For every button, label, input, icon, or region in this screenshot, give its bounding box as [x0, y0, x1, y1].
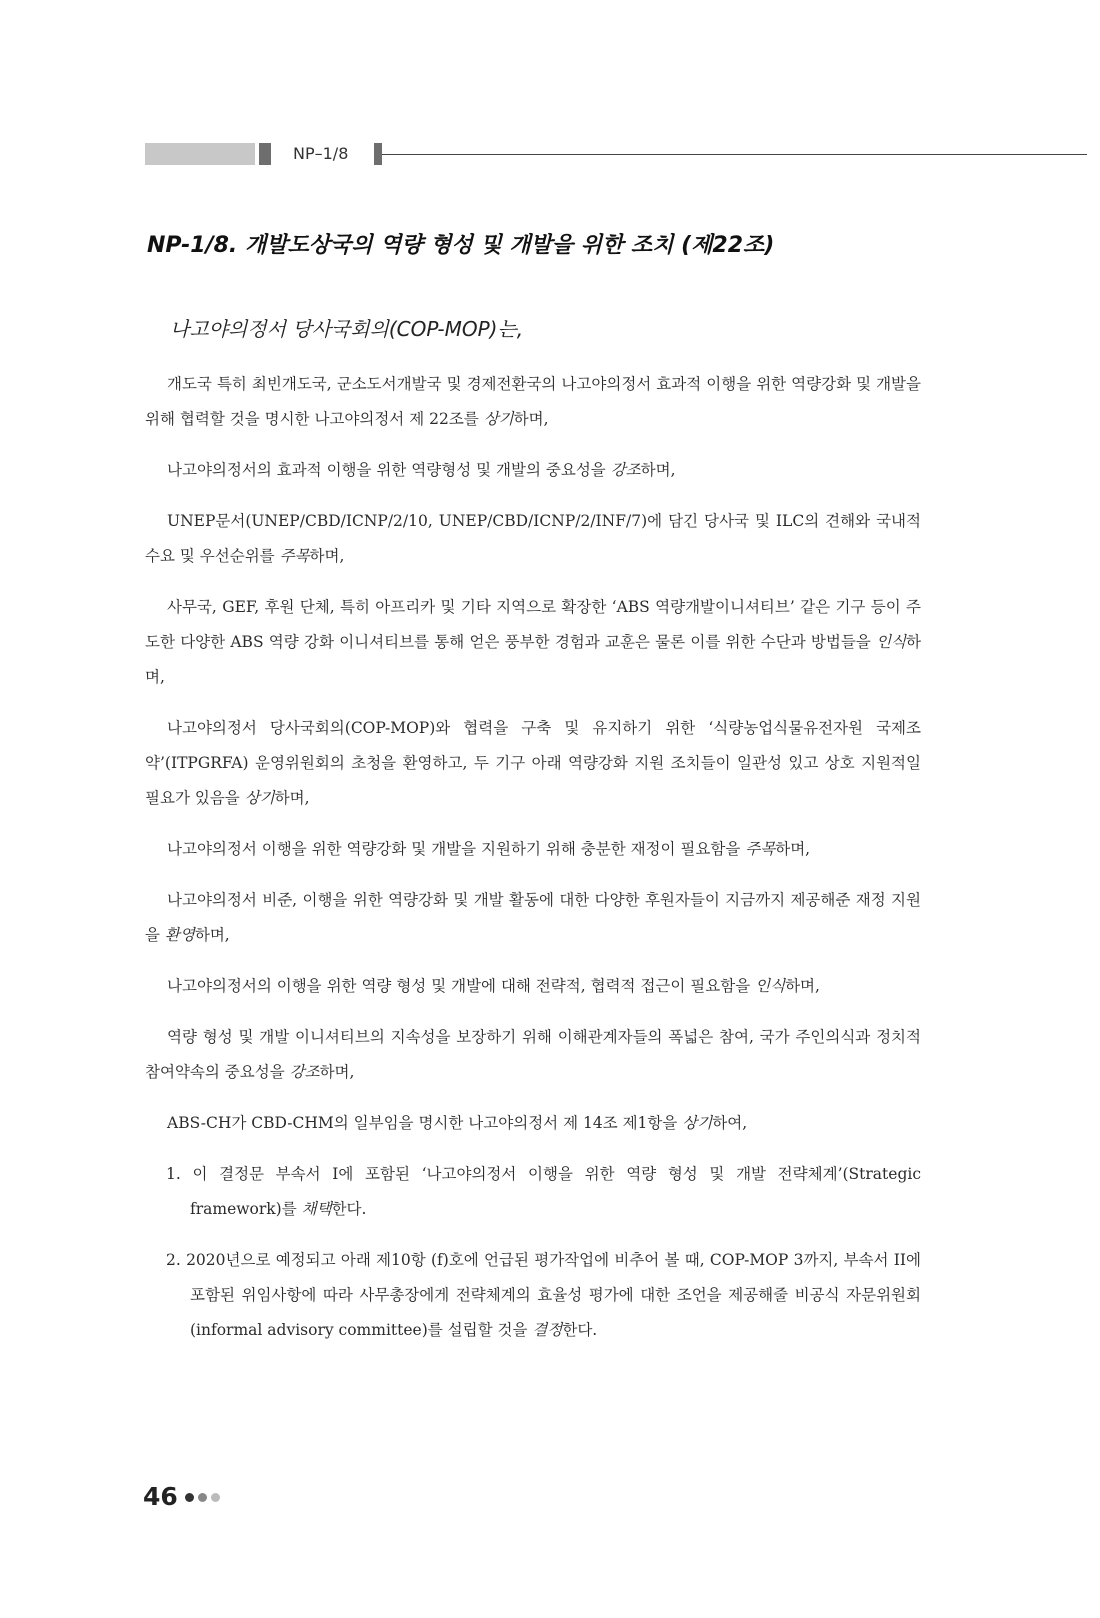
preamble-paragraph: 역량 형성 및 개발 이니셔티브의 지속성을 보장하기 위해 이해관계자들의 폭넓은 참여, 국가 주인의식과 정치적 참여약속의 중요성을 강조하며,: [145, 1028, 921, 1081]
operative-list: [145, 1157, 921, 1348]
page-number: 46: [143, 1482, 178, 1511]
preamble-paragraph: UNEP문서(UNEP/CBD/ICNP/2/10, UNEP/CBD/ICNP/2/INF/7)에 담긴 당사국 및 ILC의 견해와 국내적 수요 및 우선순위를 주목하며,: [145, 512, 921, 565]
preamble-paragraph: 나고야의정서의 이행을 위한 역량 형성 및 개발에 대해 전략적, 협력적 접근이 필요함을 인식하며,: [167, 977, 820, 995]
preamble-paragraph: 개도국 특히 최빈개도국, 군소도서개발국 및 경제전환국의 나고야의정서 효과적 이행을 위한 역량강화 및 개발을 위해 협력할 것을 명시한 나고야의정서 제 22조를 상기하며,: [145, 375, 921, 428]
operative-item: 2. 2020년으로 예정되고 아래 제10항 (f)호에 언급된 평가작업에 비추어 볼 때, COP-MOP 3까지, 부속서 II에 포함된 위임사항에 따라 사무총장에게 전략체계의 효율성 평가에 대한 조언을 제공해줄 비공식 자문위원회(informal advisory committee)를 설립할 것을 결정한다.: [166, 1251, 921, 1339]
operative-item: 1. 이 결정문 부속서 I에 포함된 ‘나고야의정서 이행을 위한 역량 형성 및 개발 전략체계’(Strategic framework)를 채택한다.: [166, 1165, 921, 1218]
document-title: NP-1/8. 개발도상국의 역량 형성 및 개발을 위한 조치 (제22조): [147, 233, 775, 258]
preamble-paragraph: 나고야의정서의 효과적 이행을 위한 역량형성 및 개발의 중요성을 강조하며,: [167, 461, 676, 479]
preamble-paragraph: 나고야의정서 비준, 이행을 위한 역량강화 및 개발 활동에 대한 다양한 후원자들이 지금까지 제공해준 재정 지원을 환영하며,: [145, 891, 921, 944]
page-dot-icon: [198, 1493, 207, 1502]
decision-subject: 나고야의정서 당사국회의(COP-MOP)는,: [170, 317, 524, 341]
page-dot-icon: [211, 1493, 220, 1502]
preamble-paragraph: ABS-CH가 CBD-CHM의 일부임을 명시한 나고야의정서 제 14조 제1항을 상기하여,: [167, 1114, 748, 1132]
header-code: NP–1/8: [293, 144, 349, 163]
preamble-paragraph: 사무국, GEF, 후원 단체, 특히 아프리카 및 기타 지역으로 확장한 ‘ABS 역량개발이니셔티브’ 같은 기구 등이 주도한 다양한 ABS 역량 강화 이니셔티브를 통해 얻은 풍부한 경험과 교훈은 물론 이를 위한 수단과 방법들을 인식하며,: [145, 598, 921, 686]
page-dot-icon: [185, 1493, 194, 1502]
header-marker-right: [374, 143, 382, 165]
header-rule: [382, 154, 1087, 155]
preamble-paragraph: 나고야의정서 당사국회의(COP-MOP)와 협력을 구축 및 유지하기 위한 ‘식량농업식물유전자원 국제조약’(ITPGRFA) 운영위원회의 초청을 환영하고, 두 기구 아래 역량강화 지원 조치들이 일관성 있고 상호 지원적일 필요가 있음을 상기하며,: [145, 719, 921, 807]
document-body: [145, 367, 921, 1364]
header-marker: [259, 143, 271, 165]
header-gray-bar: [145, 143, 255, 165]
preamble-paragraph: 나고야의정서 이행을 위한 역량강화 및 개발을 지원하기 위해 충분한 재정이 필요함을 주목하며,: [167, 840, 811, 858]
